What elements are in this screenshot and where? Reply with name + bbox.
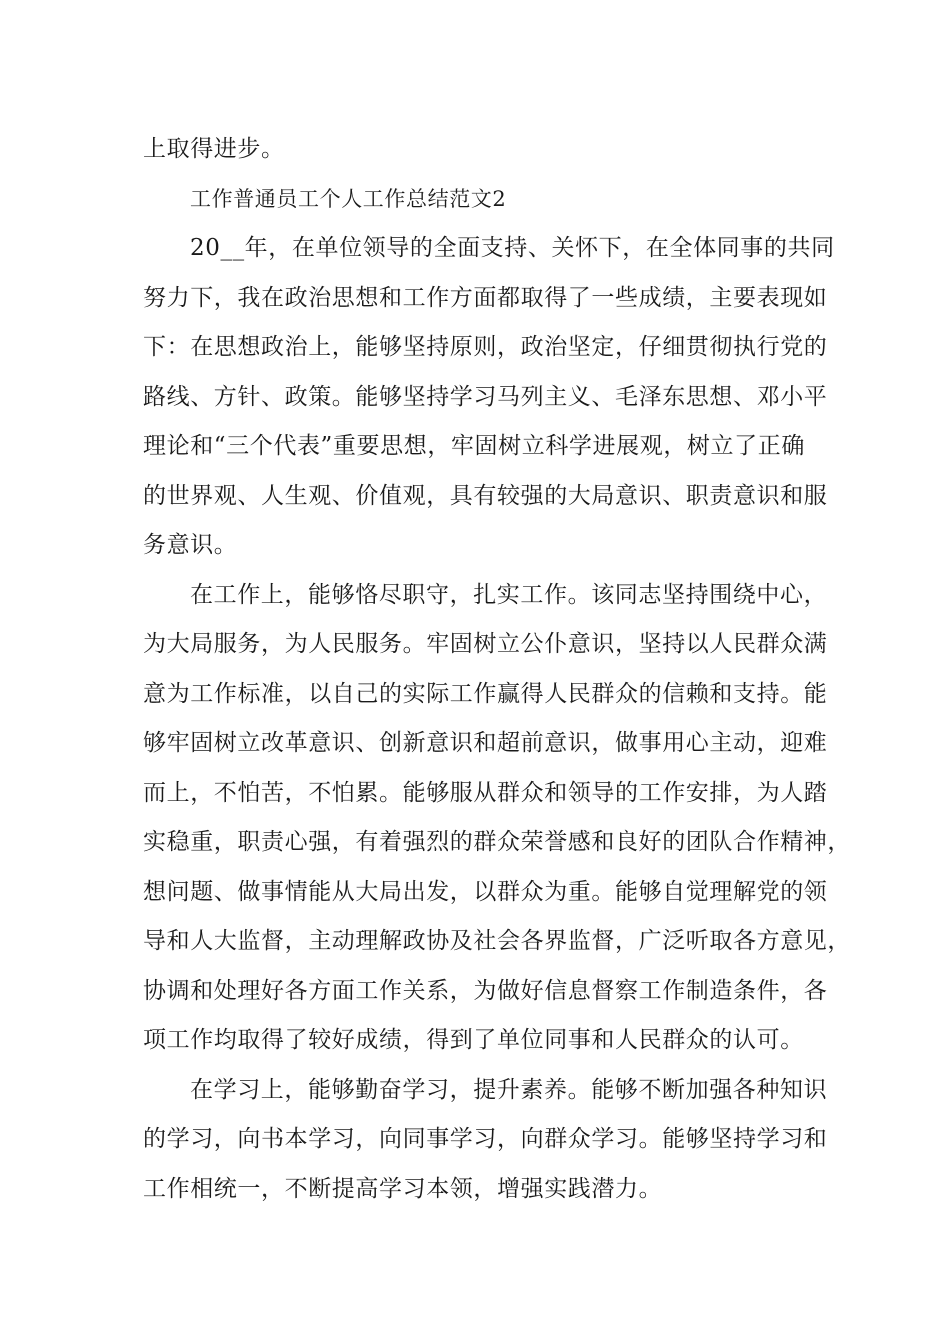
text-line: 理论和“三个代表”重要思想，牢固树立科学进展观，树立了正确 [143, 433, 805, 459]
text-line: 协调和处理好各方面工作关系，为做好信息督察工作制造条件，各 [143, 977, 828, 1004]
text-line: 下：在思想政治上，能够坚持原则，政治坚定，仔细贯彻执行党的 [143, 334, 828, 360]
text-line: 上取得进步。 [143, 136, 285, 162]
text-line: 工作相统一，不断提高学习本领，增强实践潜力。 [143, 1175, 663, 1202]
text-line: 为大局服务，为人民服务。牢固树立公仆意识，坚持以人民群众满 [143, 631, 828, 657]
text-line: 在学习上，能够勤奋学习，提升素养。能够不断加强各种知识 [190, 1076, 828, 1103]
text-line: 路线、方针、政策。能够坚持学习马列主义、毛泽东思想、邓小平 [143, 383, 828, 410]
text-line: 想问题、做事情能从大局出发，以群众为重。能够自觉理解党的领 [143, 878, 828, 905]
section-heading: 工作普通员工个人工作总结范文2 [190, 186, 507, 211]
text-line: 在工作上，能够恪尽职守，扎实工作。该同志坚持围绕中心， [190, 581, 828, 608]
text-line: 导和人大监督，主动理解政协及社会各界监督，广泛听取各方意见， [143, 928, 851, 954]
text-line: 务意识。 [143, 532, 238, 558]
text-line: 而上，不怕苦，不怕累。能够服从群众和领导的工作安排，为人踏 [143, 779, 828, 806]
text-line: 实稳重，职责心强，有着强烈的群众荣誉感和良好的团队合作精神， [143, 829, 851, 855]
text-line: 20__年，在单位领导的全面支持、关怀下，在全体同事的共同 [190, 235, 835, 261]
text-line: 的学习，向书本学习，向同事学习，向群众学习。能够坚持学习和 [143, 1126, 828, 1152]
text-line: 努力下，我在政治思想和工作方面都取得了一些成绩，主要表现如 [143, 284, 828, 311]
text-line: 够牢固树立改革意识、创新意识和超前意识，做事用心主动，迎难 [143, 730, 828, 756]
text-line: 意为工作标准，以自己的实际工作赢得人民群众的信赖和支持。能 [143, 680, 828, 707]
text-line: 的世界观、人生观、价值观，具有较强的大局意识、职责意识和服 [143, 482, 828, 509]
text-line: 项工作均取得了较好成绩，得到了单位同事和人民群众的认可。 [143, 1027, 804, 1053]
document-body [143, 125, 851, 1214]
